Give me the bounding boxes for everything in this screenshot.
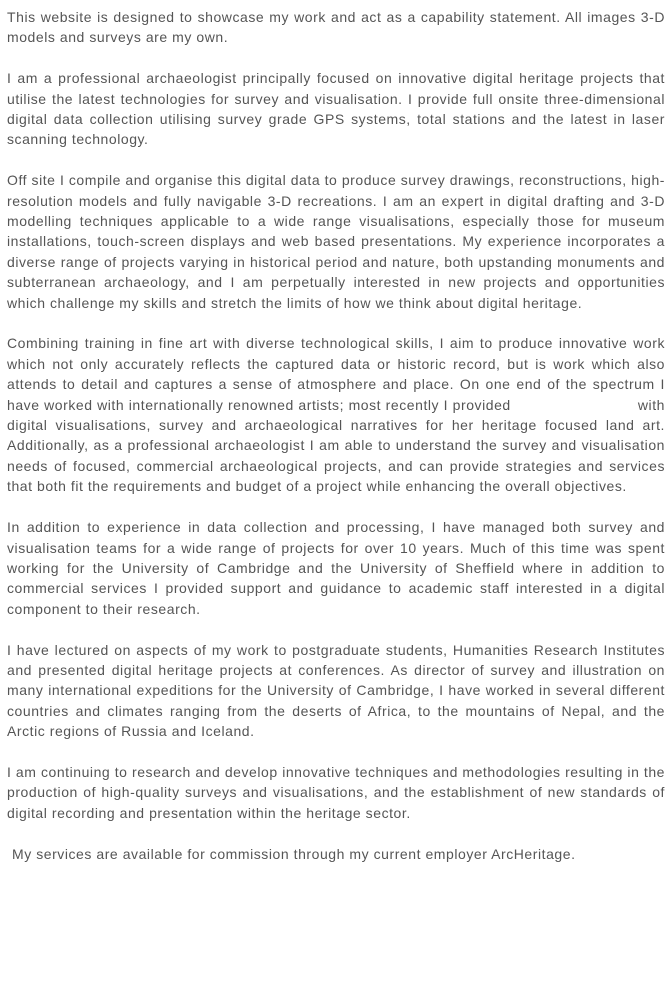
combining-text-before: Combining training in fine art with diverse technological skills, I aim to produce innovative work which not only accurately reflects the captured data or historic record, but is work which also attends to detail and captures a sense of atmosphere and place. On one end of the spectrum I have worked with internationally renowned artists; most recently I provided <box>7 335 665 413</box>
research-paragraph: I am continuing to research and develop innovative techniques and methodologies resulting in the production of high-quality surveys and visualisations, and the establishment of new standards of digital recording and presentation within the heritage sector. <box>7 763 665 821</box>
profession-paragraph: I am a professional archaeologist principally focused on innovative digital heritage projects that utilise the latest technologies for survey and visualisation. I provide full onsite three-dimensional digital data collection utilising survey grade GPS systems, total stations and the latest in laser scanning technology. <box>7 70 665 148</box>
capability-statement <box>7 7 665 884</box>
combining-text-after: with digital visualisations, survey and archaeological narratives for her heritage focused land art. Additionally, as a professional archaeologist I am able to understand the survey and visualisation needs of focused, commercial archaeological projects, and can provide strategies and services that both fit the requirements and budget of a project while enhancing the overall objectives. <box>7 396 665 495</box>
management-paragraph: In addition to experience in data collection and processing, I have managed both survey and visualisation teams for a wide range of projects for over 10 years. Much of this time was spent working for the University of Cambridge and the University of Sheffield where in addition to commercial services I provided support and guidance to academic staff interested in a digital component to their research. <box>7 519 665 617</box>
combining-paragraph <box>7 333 665 496</box>
services-paragraph: My services are available for commission through my current employer ArcHeritage. <box>12 845 576 862</box>
intro-paragraph: This website is designed to showcase my work and act as a capability statement. All images 3-D models and surveys are my own. <box>7 9 665 46</box>
offsite-paragraph: Off site I compile and organise this digital data to produce survey drawings, reconstructions, high-resolution models and fully navigable 3-D recreations. I am an expert in digital drafting and 3-D modelling techniques applicable to a wide range visualisations, especially those for museum installations, touch-screen displays and web based presentations. My experience incorporates a diverse range of projects varying in historical period and nature, both upstanding monuments and subterranean archaeology, and I am perpetually interested in new projects and opportunities which challenge my skills and stretch the limits of how we think about digital heritage. <box>7 172 665 311</box>
lectures-paragraph: I have lectured on aspects of my work to postgraduate students, Humanities Research Institutes and presented digital heritage projects at conferences. As director of survey and illustration on many international expeditions for the University of Cambridge, I have worked in several different countries and climates ranging from the deserts of Africa, to the mountains of Nepal, and the Arctic regions of Russia and Iceland. <box>7 641 665 740</box>
